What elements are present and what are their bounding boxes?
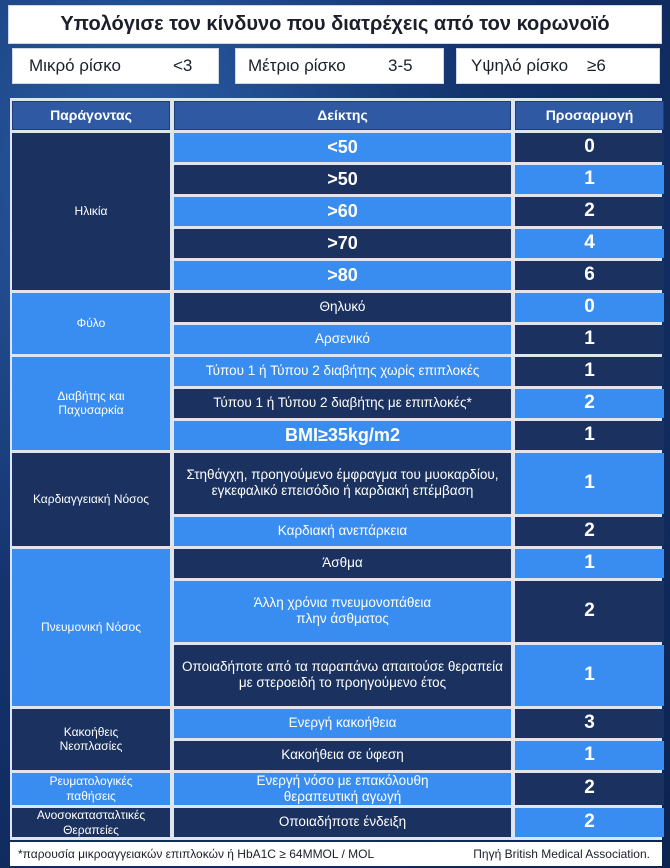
risk-level-value: ≥6 bbox=[587, 56, 606, 75]
adjustment-active-cancer: 3 bbox=[515, 709, 664, 738]
risk-level-medium bbox=[235, 48, 444, 84]
adjustment-steroids: 1 bbox=[515, 645, 664, 706]
adjustment-bmi: 1 bbox=[515, 421, 664, 450]
category-cardio: Καρδιαγγειακή Νόσος bbox=[12, 453, 170, 546]
indicator-age-gt70: >70 bbox=[174, 229, 511, 258]
adjustment-age-gt50: 1 bbox=[515, 165, 664, 194]
indicator-angina: Στηθάγχη, προηγούμενο έμφραγμα του μυοκαρδίου, εγκεφαλικό επεισόδιο ή καρδιακή επέμβαση bbox=[174, 453, 511, 514]
indicator-diab-nocomp: Τύπου 1 ή Τύπου 2 διαβήτης χωρίς επιπλοκές bbox=[174, 357, 511, 386]
indicator-active-cancer: Ενεργή κακοήθεια bbox=[174, 709, 511, 738]
adjustment-female: 0 bbox=[515, 293, 664, 322]
indicator-any-indication: Οποιαδήποτε ένδειξη bbox=[174, 808, 511, 837]
indicator-other-lung: Άλλη χρόνια πνευμονοπάθεια πλην άσθματος bbox=[174, 581, 511, 642]
footer-source: Πηγή British Medical Association. bbox=[473, 847, 650, 861]
adjustment-remission: 1 bbox=[515, 741, 664, 770]
adjustment-angina: 1 bbox=[515, 453, 664, 514]
risk-level-value: <3 bbox=[173, 56, 193, 75]
adjustment-other-lung: 2 bbox=[515, 581, 664, 642]
risk-level-label: Μέτριο ρίσκο bbox=[248, 56, 346, 75]
indicator-age-gt80: >80 bbox=[174, 261, 511, 290]
indicator-heart-failure: Καρδιακή ανεπάρκεια bbox=[174, 517, 511, 546]
category-rheum: Ρευματολογικές παθήσεις bbox=[12, 773, 170, 805]
category-age: Ηλικία bbox=[12, 133, 170, 290]
indicator-diab-comp: Τύπου 1 ή Τύπου 2 διαβήτης με επιπλοκές* bbox=[174, 389, 511, 418]
header-factor: Παράγοντας bbox=[12, 101, 170, 130]
category-immuno: Ανοσοκατασταλτικές Θεραπείες bbox=[12, 808, 170, 837]
adjustment-age-gt80: 6 bbox=[515, 261, 664, 290]
footer-note: *παρουσία μικροαγγειακών επιπλοκών ή HbA1C ≥ 64MMOL / MOL bbox=[18, 847, 375, 861]
adjustment-age-gt70: 4 bbox=[515, 229, 664, 258]
risk-level-low bbox=[12, 48, 219, 84]
page-title: Υπολόγισε τον κίνδυνο που διατρέχεις από τον κορωνοϊό bbox=[8, 5, 662, 44]
category-sex: Φύλο bbox=[12, 293, 170, 354]
footer bbox=[10, 842, 662, 866]
risk-level-label: Μικρό ρίσκο bbox=[29, 56, 121, 75]
indicator-active-rheum: Ενεργή νόσο με επακόλουθη θεραπευτική αγωγή bbox=[174, 773, 511, 805]
adjustment-any-indication: 2 bbox=[515, 808, 664, 837]
risk-table bbox=[10, 98, 662, 840]
risk-level-label: Υψηλό ρίσκο bbox=[471, 56, 569, 75]
indicator-remission: Κακοήθεια σε ύφεση bbox=[174, 741, 511, 770]
category-pulmonary: Πνευμονική Νόσος bbox=[12, 549, 170, 706]
adjustment-diab-comp: 2 bbox=[515, 389, 664, 418]
risk-level-value: 3-5 bbox=[388, 56, 413, 75]
adjustment-age-lt50: 0 bbox=[515, 133, 664, 162]
adjustment-diab-nocomp: 1 bbox=[515, 357, 664, 386]
header-indicator: Δείκτης bbox=[174, 101, 511, 130]
indicator-age-gt50: >50 bbox=[174, 165, 511, 194]
adjustment-active-rheum: 2 bbox=[515, 773, 664, 805]
category-diabetes: Διαβήτης και Παχυσαρκία bbox=[12, 357, 170, 450]
risk-level-high bbox=[456, 48, 660, 84]
adjustment-heart-failure: 2 bbox=[515, 517, 664, 546]
header-adjustment: Προσαρμογή bbox=[515, 101, 664, 130]
indicator-age-lt50: <50 bbox=[174, 133, 511, 162]
indicator-bmi: BMI≥35kg/m2 bbox=[174, 421, 511, 450]
adjustment-age-gt60: 2 bbox=[515, 197, 664, 226]
category-cancer: Κακοήθεις Νεοπλασίες bbox=[12, 709, 170, 770]
indicator-steroids: Οποιαδήποτε από τα παραπάνω απαιτούσε θεραπεία με στεροειδή το προηγούμενο έτος bbox=[174, 645, 511, 706]
indicator-male: Αρσενικό bbox=[174, 325, 511, 354]
indicator-age-gt60: >60 bbox=[174, 197, 511, 226]
indicator-asthma: Άσθμα bbox=[174, 549, 511, 578]
adjustment-male: 1 bbox=[515, 325, 664, 354]
indicator-female: Θηλυκό bbox=[174, 293, 511, 322]
adjustment-asthma: 1 bbox=[515, 549, 664, 578]
